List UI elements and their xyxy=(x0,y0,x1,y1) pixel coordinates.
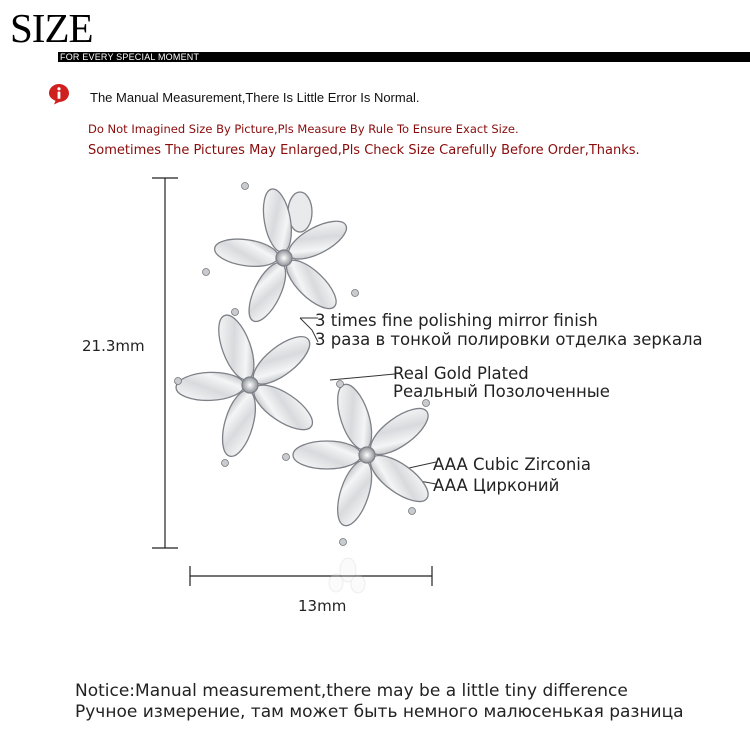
note-measure-by-rule: Do Not Imagined Size By Picture,Pls Measure By Rule To Ensure Exact Size. xyxy=(88,122,519,136)
tagline: FOR EVERY SPECIAL MOMENT xyxy=(60,52,200,62)
height-dimension-label: 21.3mm xyxy=(82,337,145,355)
feature-gold-plated-en: Real Gold Plated xyxy=(393,364,529,383)
feature-zirconia-ru: AAA Цирконий xyxy=(433,476,560,495)
note-manual-measurement: The Manual Measurement,There Is Little Error Is Normal. xyxy=(90,90,420,105)
earring-reflection xyxy=(329,558,365,593)
width-dimension-label: 13mm xyxy=(298,597,347,615)
feature-zirconia-en: AAA Cubic Zirconia xyxy=(433,455,592,474)
note-check-size: Sometimes The Pictures May Enlarged,Pls Check Size Carefully Before Order,Thanks. xyxy=(88,143,640,158)
height-dimension-line xyxy=(152,178,178,548)
width-dimension-line xyxy=(190,566,432,586)
feature-gold-plated-ru: Реальный Позолоченные xyxy=(393,382,610,401)
notice-russian: Ручное измерение, там может быть немного малюсенькая разница xyxy=(75,702,684,722)
feature-polishing-ru: 3 раза в тонкой полировки отделка зеркала xyxy=(315,330,703,349)
feature-polishing-en: 3 times fine polishing mirror finish xyxy=(315,311,598,330)
size-title: SIZE xyxy=(10,5,93,51)
notice-english: Notice:Manual measurement,there may be a little tiny difference xyxy=(75,681,628,701)
